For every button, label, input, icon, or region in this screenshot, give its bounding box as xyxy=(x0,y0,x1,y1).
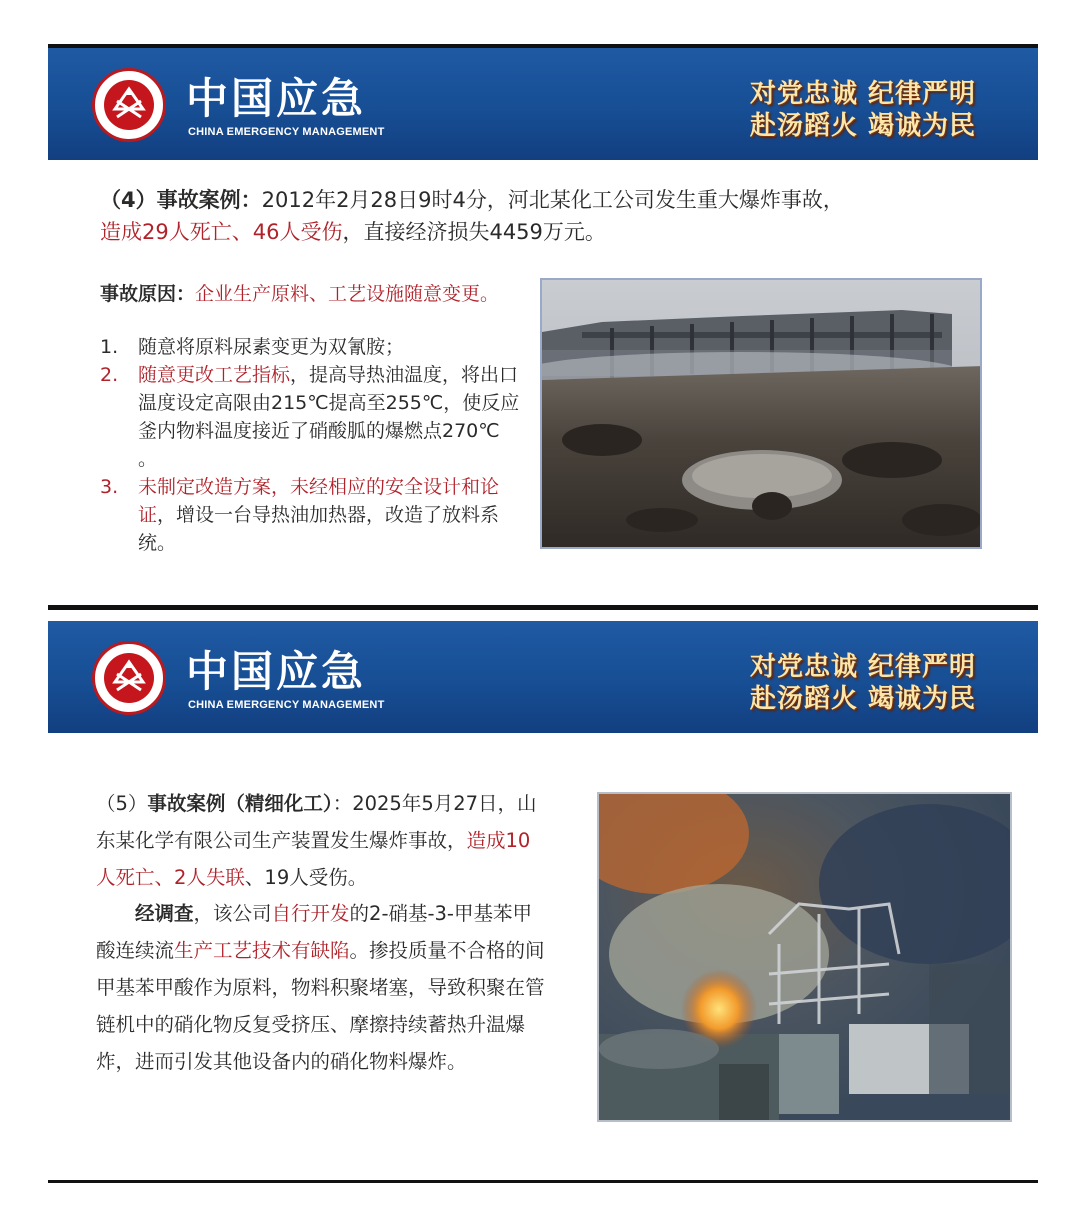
slogan-line-2: 赴汤蹈火 竭诚为民 xyxy=(749,684,976,714)
list-item-number: 1. xyxy=(100,336,119,358)
case4-intro: 2012年2月28日9时4分，河北某化工公司发生重大爆炸事故， xyxy=(261,188,844,212)
case4-heading xyxy=(100,184,1000,248)
case4-casualties: 造成29人死亡、46人受伤 xyxy=(100,220,343,244)
case4-cause xyxy=(100,280,520,308)
list-item xyxy=(100,361,520,473)
list-item-number: 2. xyxy=(100,364,119,386)
slogan-line-2: 赴汤蹈火 竭诚为民 xyxy=(749,111,976,141)
case5-red2: 生产工艺技术有缺陷 xyxy=(174,939,350,963)
case5-label-colon: ： xyxy=(332,792,353,815)
list-item xyxy=(100,333,520,361)
case4-label: （4）事故案例： xyxy=(100,188,262,212)
case5-casualties: 造成10人死亡、2人失联 xyxy=(96,828,531,889)
cause-text: 企业生产原料、工艺设施随意变更。 xyxy=(195,283,500,305)
explosion-ruins-photo xyxy=(540,278,982,549)
case5-red1: 自行开发 xyxy=(271,902,350,926)
bottom-divider xyxy=(48,1180,1038,1183)
list-item-text: ，增设一台导热油加热器，改造了放料系统。 xyxy=(138,504,500,554)
cause-label: 事故原因： xyxy=(100,283,196,305)
list-item-number: 3. xyxy=(100,476,119,498)
case5-injured: 、19人受伤。 xyxy=(244,865,368,889)
case5-intro: 2025年5月27日，山东某化学有限公司生产装置发生爆炸事故， xyxy=(96,792,537,852)
list-item xyxy=(100,473,520,557)
brand-subtitle: CHINA EMERGENCY MANAGEMENT xyxy=(188,126,385,138)
emblem-logo-icon xyxy=(92,68,166,142)
slogan-line-1: 对党忠诚 纪律严明 xyxy=(749,652,976,682)
header-banner xyxy=(48,48,1038,160)
case5-paragraph-1 xyxy=(96,786,546,896)
case5-seg1: ，该公司 xyxy=(193,902,272,926)
case4-loss: ，直接经济损失4459万元。 xyxy=(342,220,606,244)
list-item-text: 随意将原料尿素变更为双氰胺； xyxy=(138,336,405,358)
case5-label-paren: （5） xyxy=(96,792,148,815)
cause-list xyxy=(100,333,520,557)
investigation-label: 经调查 xyxy=(135,902,194,926)
list-item-text: ，提高导热油温度，将出口温度设定高限由215℃提高至255℃，使反应釜内物料温度接近了硝酸胍的爆燃点270℃ 。 xyxy=(138,364,520,470)
case5-label: 事故案例（精细化工） xyxy=(147,792,333,815)
case5-text xyxy=(96,786,546,1080)
brand-subtitle: CHINA EMERGENCY MANAGEMENT xyxy=(188,699,385,711)
case5-seg3: 。掺投质量不合格的间甲基苯甲酸作为原料，物料积聚堵塞，导致积聚在管链机中的硝化物反复受挤压、摩擦持续蓄热升温爆炸，进而引发其他设备内的硝化物料爆炸。 xyxy=(96,939,545,1073)
case5-paragraph-2 xyxy=(96,896,546,1080)
emblem-logo-icon xyxy=(92,641,166,715)
list-item-highlight: 未制定改造方案，未经相应的安全设计和论证 xyxy=(138,476,500,526)
brand-title: 中国应急 xyxy=(186,74,367,123)
case5-seg2: 的2-硝基-3-甲基苯甲酸连续流 xyxy=(96,902,532,963)
slogan-line-1: 对党忠诚 纪律严明 xyxy=(749,79,976,109)
explosion-fire-photo xyxy=(597,792,1012,1122)
list-item-highlight: 随意更改工艺指标 xyxy=(138,364,291,386)
middle-divider xyxy=(48,605,1038,610)
brand-title: 中国应急 xyxy=(186,647,367,696)
header-banner xyxy=(48,621,1038,733)
